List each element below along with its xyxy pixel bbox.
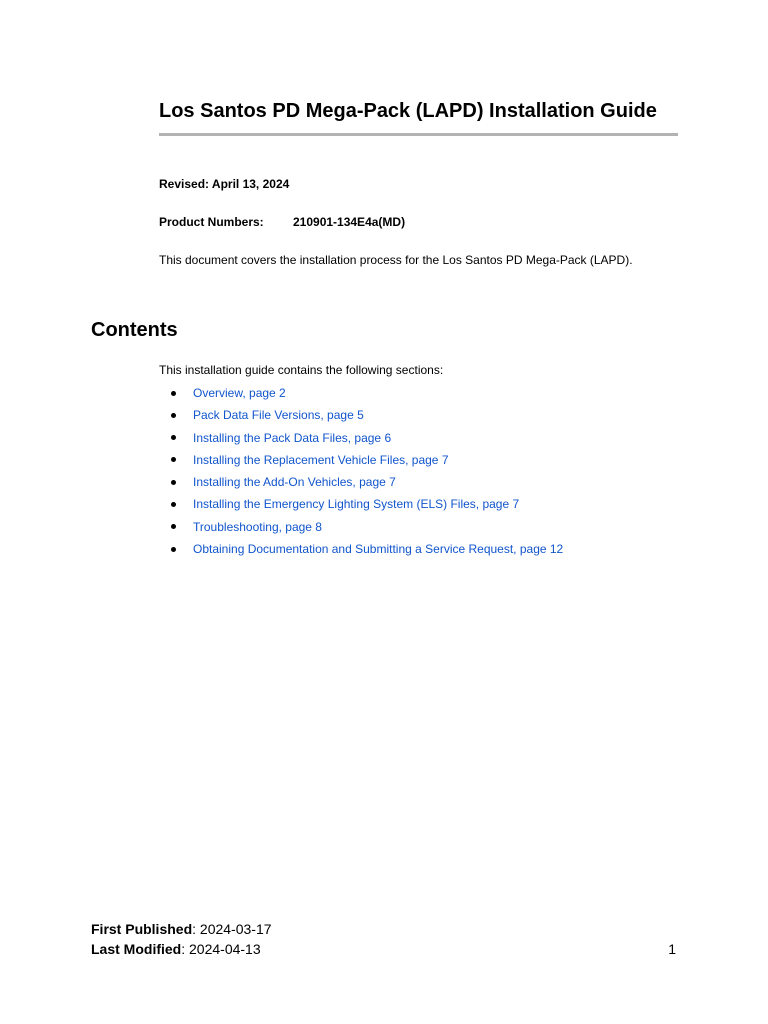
- toc-link-installing-replacement-vehicle-files[interactable]: Installing the Replacement Vehicle Files, page 7: [193, 452, 449, 467]
- bullet-icon: [171, 457, 176, 462]
- toc-item: [159, 493, 563, 515]
- toc-item: [159, 382, 563, 404]
- toc-link-troubleshooting[interactable]: Troubleshooting, page 8: [193, 519, 322, 534]
- bullet-icon: [171, 391, 176, 396]
- first-published-value: : 2024-03-17: [192, 921, 272, 937]
- toc-item: [159, 449, 563, 471]
- toc-item: [159, 471, 563, 493]
- page-number: 1: [668, 941, 676, 957]
- toc-link-installing-add-on-vehicles[interactable]: Installing the Add-On Vehicles, page 7: [193, 475, 396, 490]
- product-numbers-value: 210901-134E4a(MD): [293, 215, 406, 229]
- last-modified-label: Last Modified: [91, 941, 182, 957]
- bullet-icon: [171, 435, 176, 440]
- toc-link-installing-pack-data-files[interactable]: Installing the Pack Data Files, page 6: [193, 430, 392, 445]
- bullet-icon: [171, 524, 176, 529]
- last-modified-value: : 2024-04-13: [181, 941, 261, 957]
- product-numbers: [159, 214, 406, 230]
- toc-item: [159, 427, 563, 449]
- product-numbers-label: Product Numbers:: [159, 215, 264, 229]
- toc-link-overview[interactable]: Overview, page 2: [193, 386, 286, 400]
- toc-item: [159, 404, 563, 426]
- bullet-icon: [171, 480, 176, 485]
- first-published-label: First Published: [91, 921, 193, 937]
- last-modified: [91, 940, 261, 958]
- contents-intro: This installation guide contains the following sections:: [159, 363, 444, 377]
- toc-item: [159, 538, 563, 560]
- page-title: Los Santos PD Mega-Pack (LAPD) Installation Guide: [159, 100, 657, 122]
- contents-heading: Contents: [91, 319, 178, 341]
- toc-link-obtaining-documentation[interactable]: Obtaining Documentation and Submitting a Service Request, page 12: [193, 542, 564, 557]
- toc-link-installing-els-files[interactable]: Installing the Emergency Lighting System (ELS) Files, page 7: [193, 497, 520, 512]
- toc-item: [159, 516, 563, 538]
- first-published: [91, 920, 272, 938]
- toc-link-pack-data-file-versions[interactable]: Pack Data File Versions, page 5: [193, 408, 364, 423]
- document-intro: This document covers the installation process for the Los Santos PD Mega-Pack (LAPD).: [159, 253, 633, 267]
- bullet-icon: [171, 502, 176, 507]
- table-of-contents: [159, 382, 563, 560]
- bullet-icon: [171, 413, 176, 418]
- title-underline-rule: [159, 133, 678, 136]
- bullet-icon: [171, 547, 176, 552]
- revised-date: Revised: April 13, 2024: [159, 177, 290, 191]
